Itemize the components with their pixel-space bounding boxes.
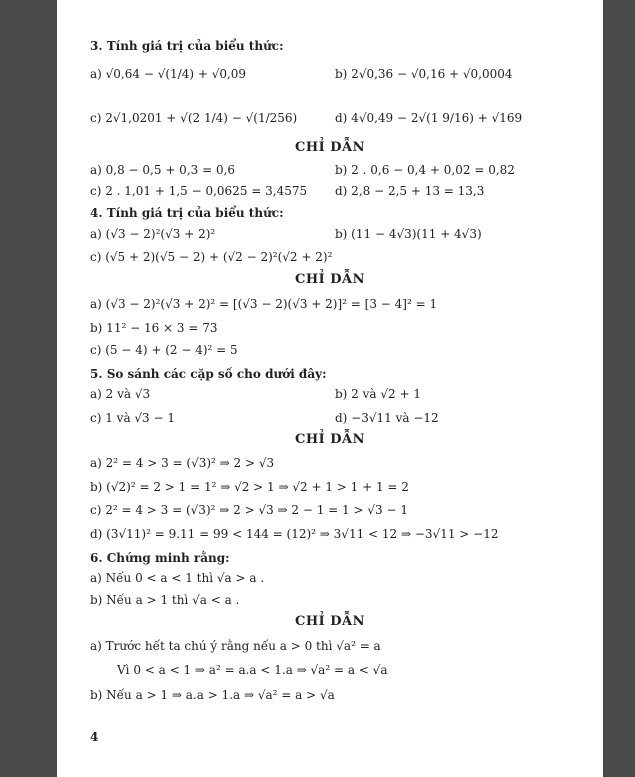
exercise-4c: c) (√5 + 2)(√5 − 2) + (√2 − 2)²(√2 + 2)² — [90, 250, 333, 264]
exercise-3a: a) √0,64 − √(1/4) + √0,09 — [90, 67, 247, 81]
right-margin-band — [603, 0, 635, 777]
exercise-6a: a) Nếu 0 < a < 1 thì √a > a . — [90, 571, 265, 585]
guide-heading-3: CHỈ DẪN — [295, 140, 365, 155]
exercise-6b: b) Nếu a > 1 thì √a < a . — [90, 593, 240, 607]
guide-heading-5: CHỈ DẪN — [295, 432, 365, 447]
exercise-3d: d) 4√0,49 − 2√(1 9/16) + √169 — [335, 111, 523, 125]
exercise-4-title: 4. Tính giá trị của biểu thức: — [90, 206, 284, 220]
answer-6a-cont: Vì 0 < a < 1 ⇒ a² = a.a < 1.a ⇒ √a² = a < √a — [117, 663, 388, 677]
answer-6a: a) Trước hết ta chú ý rằng nếu a > 0 thì √a² = a — [90, 639, 381, 653]
exercise-4b: b) (11 − 4√3)(11 + 4√3) — [335, 227, 482, 241]
answer-3b: b) 2 . 0,6 − 0,4 + 0,02 = 0,82 — [335, 163, 515, 177]
answer-4c: c) (5 − 4) + (2 − 4)² = 5 — [90, 343, 238, 357]
left-margin-band — [0, 0, 57, 777]
exercise-3c: c) 2√1,0201 + √(2 1/4) − √(1/256) — [90, 111, 298, 125]
exercise-5c: c) 1 và √3 − 1 — [90, 411, 176, 425]
exercise-5d: d) −3√11 và −12 — [335, 411, 439, 425]
answer-5c: c) 2² = 4 > 3 = (√3)² ⇒ 2 > √3 ⇒ 2 − 1 = 1 > √3 − 1 — [90, 503, 408, 517]
exercise-5b: b) 2 và √2 + 1 — [335, 387, 421, 401]
guide-heading-6: CHỈ DẪN — [295, 614, 365, 629]
exercise-3b: b) 2√0,36 − √0,16 + √0,0004 — [335, 67, 513, 81]
guide-heading-4: CHỈ DẪN — [295, 272, 365, 287]
answer-3d: d) 2,8 − 2,5 + 13 = 13,3 — [335, 184, 485, 198]
exercise-5a: a) 2 và √3 — [90, 387, 151, 401]
answer-3a: a) 0,8 − 0,5 + 0,3 = 0,6 — [90, 163, 236, 177]
exercise-6-title: 6. Chứng minh rằng: — [90, 551, 230, 565]
answer-5b: b) (√2)² = 2 > 1 = 1² ⇒ √2 > 1 ⇒ √2 + 1 > 1 + 1 = 2 — [90, 480, 409, 494]
answer-4b: b) 11² − 16 × 3 = 73 — [90, 321, 218, 335]
page-number: 4 — [90, 730, 99, 744]
answer-6b: b) Nếu a > 1 ⇒ a.a > 1.a ⇒ √a² = a > √a — [90, 688, 335, 702]
exercise-5-title: 5. So sánh các cặp số cho dưới đây: — [90, 367, 327, 381]
exercise-4a: a) (√3 − 2)²(√3 + 2)² — [90, 227, 216, 241]
answer-3c: c) 2 . 1,01 + 1,5 − 0,0625 = 3,4575 — [90, 184, 308, 198]
answer-5d: d) (3√11)² = 9.11 = 99 < 144 = (12)² ⇒ 3√11 < 12 ⇒ −3√11 > −12 — [90, 527, 499, 541]
document-page — [57, 0, 603, 777]
answer-5a: a) 2² = 4 > 3 = (√3)² ⇒ 2 > √3 — [90, 456, 275, 470]
answer-4a: a) (√3 − 2)²(√3 + 2)² = [(√3 − 2)(√3 + 2)]² = [3 − 4]² = 1 — [90, 297, 438, 311]
exercise-3-title: 3. Tính giá trị của biểu thức: — [90, 39, 284, 53]
